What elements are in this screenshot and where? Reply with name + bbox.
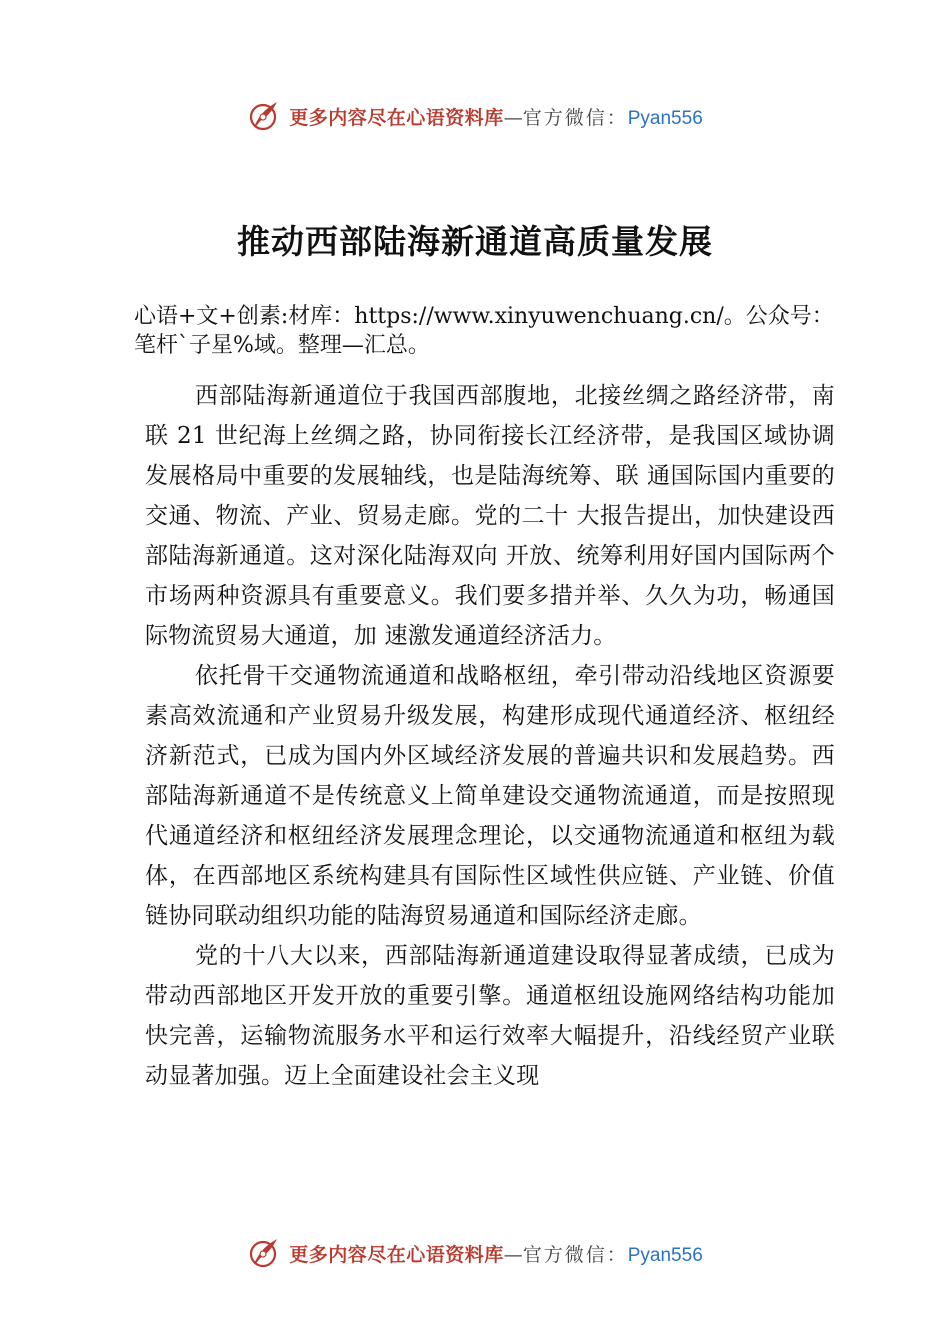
footer-watermark xyxy=(0,1233,950,1273)
watermark-separator: — xyxy=(503,1243,523,1266)
paragraph-2: 依托骨干交通物流通道和战略枢纽，牵引带动沿线地区资源要素高效流通和产业贸易升级发展，构建形成现代通道经济、枢纽经济新范式，已成为国内外区域经济发展的普遍共识和发展趋势。西部陆海新通道不是传统意义上简单建设交通物流通道，而是按照现代通道经济和枢纽经济发展理念理论，以交通物流通道和枢纽为载体，在西部地区系统构建具有国际性区域性供应链、产业链、价值链协同联动组织功能的陆海贸易通道和国际经济走廊。 xyxy=(145,663,835,929)
document-title: 推动西部陆海新通道高质量发展 xyxy=(237,222,713,261)
source-line: 心语+文+创素:材库：https://www.xinyuwenchuang.cn/。公众号：笔杆`子星%域。整理—汇总。 xyxy=(134,304,834,358)
watermark-wechat-id: Pyan556 xyxy=(627,1244,703,1266)
paragraph-1: 西部陆海新通道位于我国西部腹地，北接丝绸之路经济带，南联 21 世纪海上丝绸之路，协同衔接长江经济带，是我国区域协调发展格局中重要的发展轴线，也是陆海统筹、联 通国际国内重要的交通、物流、产业、贸易走廊。党的二十 大报告提出，加快建设西部陆海新通道。这对深化陆海双向 开放、统筹利用好国内国际两个市场两种资源具有重要意义。我们要多措并举、久久为功，畅通国际物流贸易大通道，加 速激发通道经济活力。 xyxy=(145,383,835,649)
watermark-wechat-id: Pyan556 xyxy=(627,107,703,129)
watermark-official-label: 官方微信： xyxy=(522,1243,628,1266)
watermark-official-label: 官方微信： xyxy=(522,106,628,129)
quill-seal-icon xyxy=(247,99,281,133)
watermark-separator: — xyxy=(503,106,523,129)
watermark-library-text: 更多内容尽在心语资料库 xyxy=(289,1243,504,1266)
watermark-library-text: 更多内容尽在心语资料库 xyxy=(289,106,504,129)
header-watermark xyxy=(0,96,950,136)
quill-seal-icon xyxy=(247,1236,281,1270)
paragraph-3: 党的十八大以来，西部陆海新通道建设取得显著成绩，已成为带动西部地区开发开放的重要引擎。通道枢纽设施网络结构功能加快完善，运输物流服务水平和运行效率大幅提升，沿线经贸产业联动显著加强。迈上全面建设社会主义现 xyxy=(145,943,835,1089)
document-body xyxy=(145,376,835,1096)
